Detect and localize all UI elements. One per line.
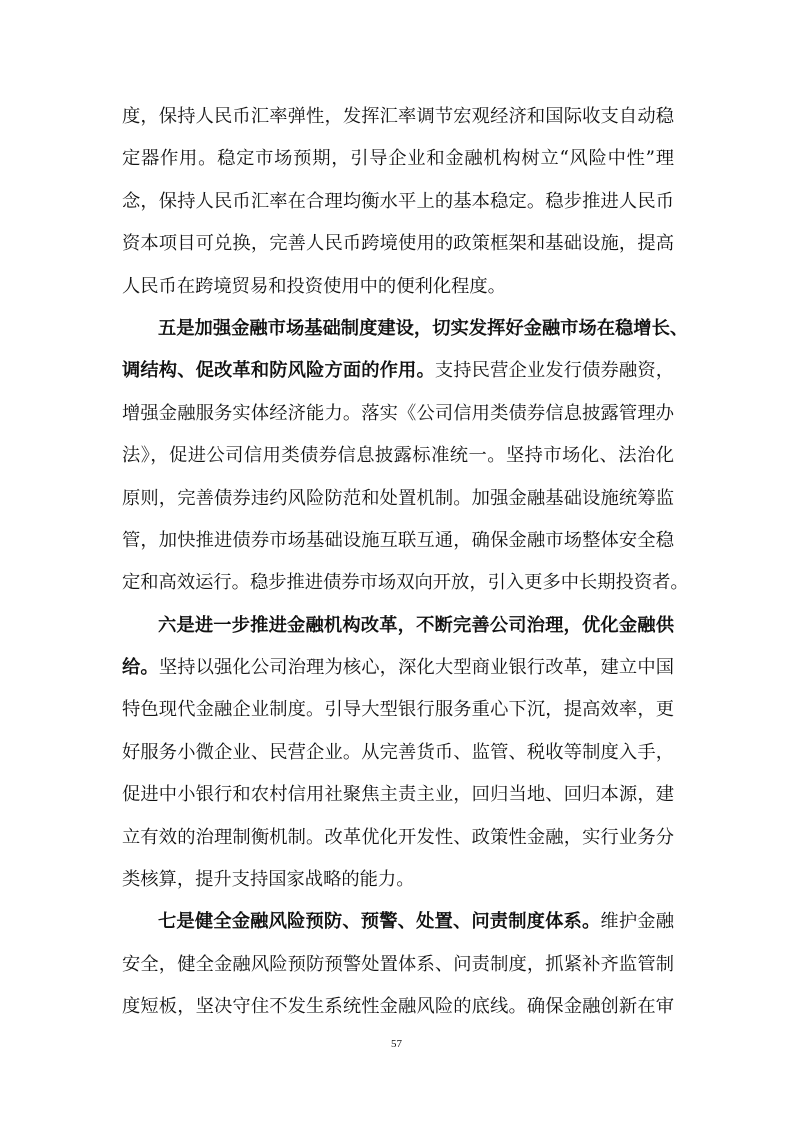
text-line: 念，保持人民币汇率在合理均衡水平上的基本稳定。稳步推进人民币 — [122, 190, 674, 212]
text-line: 人民币在跨境贸易和投资使用中的便利化程度。 — [122, 275, 506, 297]
text-line: 促进中小银行和农村信用社聚焦主责主业，回归当地、回归本源，建 — [122, 784, 674, 806]
text-line — [122, 308, 689, 350]
text-line: 安全，健全金融风险预防预警处置体系、问责制度，抓紧补齐监管制 — [122, 953, 674, 975]
paragraph — [122, 308, 689, 605]
text-line: 资本项目可兑换，完善人民币跨境使用的政策框架和基础设施，提高 — [122, 233, 674, 255]
text-line: 管，加快推进债券市场基础设施互联互通，确保金融市场整体安全稳 — [122, 529, 674, 551]
bold-heading-text: 调结构、促改革和防风险方面的作用。 — [122, 360, 435, 382]
body-text: 坚持以强化公司治理为核心，深化大型商业银行改革，建立中国 — [158, 657, 675, 679]
text-line — [122, 901, 674, 943]
body-text: 维护金融 — [600, 911, 675, 933]
text-line: 立有效的治理制衡机制。改革优化开发性、政策性金融，实行业务分 — [122, 826, 674, 848]
paragraph — [122, 901, 674, 1028]
text-line: 度短板，坚决守住不发生系统性金融风险的底线。确保金融创新在审 — [122, 996, 674, 1018]
document-body — [122, 96, 689, 1029]
text-line — [122, 647, 674, 689]
text-line — [122, 350, 674, 392]
text-line: 度，保持人民币汇率弹性，发挥汇率调节宏观经济和国际收支自动稳 — [122, 106, 674, 127]
bold-heading-text: 六是进一步推进金融机构改革，不断完善公司治理，优化金融供 — [158, 614, 674, 636]
bold-heading-text: 给。 — [122, 657, 159, 679]
text-line: 增强金融服务实体经济能力。落实《公司信用类债券信息披露管理办 — [122, 402, 674, 424]
paragraph — [122, 96, 674, 308]
text-line: 定器作用。稳定市场预期，引导企业和金融机构树立“风险中性”理 — [122, 148, 674, 170]
text-line: 原则，完善债券违约风险防范和处置机制。加强金融基础设施统筹监 — [122, 487, 674, 509]
body-text: 支持民营企业发行债券融资， — [434, 360, 675, 382]
text-line: 特色现代金融企业制度。引导大型银行服务重心下沉，提高效率，更 — [122, 699, 674, 721]
text-line: 好服务小微企业、民营企业。从完善货币、监管、税收等制度入手， — [122, 741, 674, 763]
text-line: 法》，促进公司信用类债券信息披露标准统一。坚持市场化、法治化 — [122, 445, 674, 467]
bold-heading-text: 七是健全金融风险预防、预警、处置、问责制度体系。 — [158, 911, 601, 933]
text-line: 类核算，提升支持国家战略的能力。 — [122, 869, 415, 891]
text-line: 定和高效运行。稳步推进债券市场双向开放，引入更多中长期投资者。 — [122, 572, 689, 594]
paragraph — [122, 605, 674, 902]
text-line — [122, 605, 674, 647]
bold-heading-text: 五是加强金融市场基础制度建设，切实发挥好金融市场在稳增长、 — [158, 317, 689, 339]
page-number: 57 — [391, 1038, 402, 1050]
